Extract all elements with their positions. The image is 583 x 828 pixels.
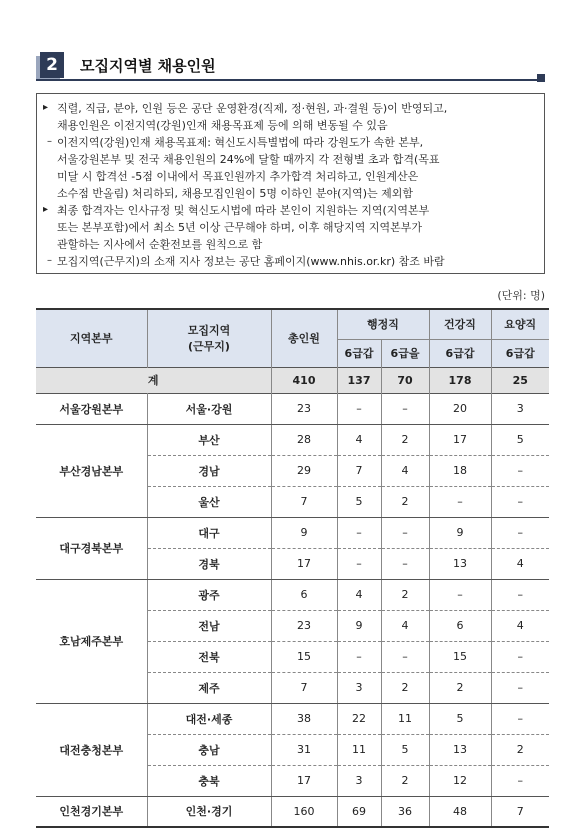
total-cell: 410	[271, 367, 337, 393]
location-cell: 전남	[147, 610, 271, 641]
table-row	[36, 796, 549, 827]
header-admin-6a: 6급갑	[337, 339, 381, 367]
recruitment-table	[36, 308, 549, 828]
location-cell: 제주	[147, 672, 271, 703]
count-cell: 22	[337, 703, 381, 734]
total-admin-6a: 137	[337, 367, 381, 393]
count-cell: 36	[381, 796, 429, 827]
total-row	[36, 367, 549, 393]
count-cell: 29	[271, 455, 337, 486]
table-row	[36, 424, 549, 455]
count-cell: –	[337, 641, 381, 672]
count-cell: 9	[271, 517, 337, 548]
count-cell: –	[429, 579, 491, 610]
notice-line: 최종 합격자는 인사규정 및 혁신도시법에 따라 본인이 지원하는 지역(지역본부	[57, 204, 430, 217]
count-cell: 2	[381, 765, 429, 796]
header-location	[147, 309, 271, 367]
location-cell: 인천·경기	[147, 796, 271, 827]
region-hq-cell: 부산경남본부	[36, 424, 147, 517]
count-cell: 4	[491, 610, 549, 641]
header-admin: 행정직	[337, 309, 429, 339]
count-cell: 18	[429, 455, 491, 486]
header-admin-6b: 6급을	[381, 339, 429, 367]
section-underline	[36, 79, 541, 81]
location-cell: 대구	[147, 517, 271, 548]
notice-line: 채용인원은 이전지역(강원)인재 채용목표제 등에 의해 변동될 수 있음	[57, 119, 388, 132]
count-cell: 17	[271, 765, 337, 796]
notice-bullet-icon: ▸	[43, 204, 49, 215]
header-care: 요양직	[491, 309, 549, 339]
header-location-line1: 모집지역	[187, 324, 231, 338]
count-cell: 20	[429, 393, 491, 424]
header-health-6a: 6급갑	[429, 339, 491, 367]
count-cell: 4	[337, 579, 381, 610]
count-cell: 5	[429, 703, 491, 734]
count-cell: –	[491, 517, 549, 548]
count-cell: 7	[271, 672, 337, 703]
count-cell: 4	[337, 424, 381, 455]
section-title: 모집지역별 채용인원	[80, 57, 216, 75]
notice-line: 이전지역(강원)인재 채용목표제: 혁신도시특별법에 따라 강원도가 속한 본부,	[57, 136, 424, 149]
count-cell: –	[491, 672, 549, 703]
count-cell: 4	[381, 610, 429, 641]
notice-line: 관할하는 지사에서 순환전보를 원칙으로 함	[57, 238, 263, 251]
total-health-6a: 178	[429, 367, 491, 393]
notice-bullet-icon: ▸	[43, 102, 49, 113]
count-cell: 17	[429, 424, 491, 455]
count-cell: –	[381, 548, 429, 579]
count-cell: 13	[429, 548, 491, 579]
count-cell: 23	[271, 610, 337, 641]
count-cell: 13	[429, 734, 491, 765]
count-cell: 5	[491, 424, 549, 455]
count-cell: 31	[271, 734, 337, 765]
notice-bullet-icon: –	[47, 136, 52, 147]
count-cell: 69	[337, 796, 381, 827]
count-cell: –	[491, 765, 549, 796]
count-cell: 7	[337, 455, 381, 486]
count-cell: 4	[491, 548, 549, 579]
region-hq-cell: 호남제주본부	[36, 579, 147, 703]
count-cell: 2	[381, 486, 429, 517]
location-cell: 울산	[147, 486, 271, 517]
notice-line: 모집지역(근무지)의 소재 지사 정보는 공단 홈페이지(www.nhis.or.kr) 참조 바람	[57, 255, 445, 268]
region-hq-cell: 대구경북본부	[36, 517, 147, 579]
count-cell: 3	[337, 765, 381, 796]
count-cell: 2	[429, 672, 491, 703]
count-cell: 4	[381, 455, 429, 486]
count-cell: 12	[429, 765, 491, 796]
table-row	[36, 517, 549, 548]
region-hq-cell: 대전충청본부	[36, 703, 147, 796]
location-cell: 부산	[147, 424, 271, 455]
count-cell: –	[491, 641, 549, 672]
notice-line: 서울강원본부 및 전국 채용인원의 24%에 달할 때까지 각 전형별 초과 합격(목표	[57, 153, 440, 166]
notice-line: 소수점 반올림) 처리하되, 채용모집인원이 5명 이하인 분야(지역)는 제외함	[57, 187, 413, 200]
section-header	[36, 52, 547, 80]
count-cell: 3	[491, 393, 549, 424]
count-cell: –	[491, 703, 549, 734]
table-row	[36, 703, 549, 734]
count-cell: 17	[271, 548, 337, 579]
location-cell: 충북	[147, 765, 271, 796]
count-cell: 2	[381, 672, 429, 703]
count-cell: 15	[429, 641, 491, 672]
count-cell: 48	[429, 796, 491, 827]
location-cell: 광주	[147, 579, 271, 610]
table-row	[36, 393, 549, 424]
count-cell: 15	[271, 641, 337, 672]
count-cell: –	[491, 486, 549, 517]
count-cell: –	[381, 393, 429, 424]
total-label: 계	[36, 367, 271, 393]
count-cell: 9	[337, 610, 381, 641]
count-cell: 28	[271, 424, 337, 455]
location-cell: 서울·강원	[147, 393, 271, 424]
header-total: 총인원	[271, 309, 337, 367]
section-corner-mark	[537, 74, 545, 82]
notice-line: 직렬, 직급, 분야, 인원 등은 공단 운영환경(직제, 정·현원, 과·결원 등)이 반영되고,	[57, 102, 448, 115]
count-cell: 7	[271, 486, 337, 517]
location-cell: 대전·세종	[147, 703, 271, 734]
count-cell: –	[491, 579, 549, 610]
count-cell: 5	[381, 734, 429, 765]
notice-line: 또는 본부포함)에서 최소 5년 이상 근무해야 하며, 이후 해당지역 지역본부가	[57, 221, 423, 234]
count-cell: 11	[337, 734, 381, 765]
notice-box	[36, 93, 545, 274]
count-cell: 5	[337, 486, 381, 517]
count-cell: 160	[271, 796, 337, 827]
region-hq-cell: 서울강원본부	[36, 393, 147, 424]
count-cell: 2	[491, 734, 549, 765]
count-cell: –	[381, 641, 429, 672]
count-cell: –	[381, 517, 429, 548]
count-cell: –	[337, 517, 381, 548]
count-cell: 7	[491, 796, 549, 827]
count-cell: 38	[271, 703, 337, 734]
total-care-6a: 25	[491, 367, 549, 393]
section-number: 2	[40, 52, 64, 78]
count-cell: –	[337, 393, 381, 424]
table-row	[36, 579, 549, 610]
location-cell: 경남	[147, 455, 271, 486]
count-cell: –	[491, 455, 549, 486]
location-cell: 충남	[147, 734, 271, 765]
count-cell: 23	[271, 393, 337, 424]
count-cell: 6	[429, 610, 491, 641]
unit-label: (단위: 명)	[497, 289, 545, 302]
count-cell: 9	[429, 517, 491, 548]
header-care-6a: 6급갑	[491, 339, 549, 367]
notice-bullet-icon: –	[47, 255, 52, 266]
header-location-line2: (근무지)	[188, 340, 230, 354]
header-health: 건강직	[429, 309, 491, 339]
count-cell: 3	[337, 672, 381, 703]
count-cell: –	[429, 486, 491, 517]
header-region-hq: 지역본부	[69, 332, 113, 346]
count-cell: 6	[271, 579, 337, 610]
count-cell: 2	[381, 579, 429, 610]
count-cell: –	[337, 548, 381, 579]
region-hq-cell: 인천경기본부	[36, 796, 147, 827]
notice-line: 미달 시 합격선 -5점 이내에서 목표인원까지 추가합격 처리하고, 인원계산은	[57, 170, 419, 183]
total-admin-6b: 70	[381, 367, 429, 393]
location-cell: 전북	[147, 641, 271, 672]
location-cell: 경북	[147, 548, 271, 579]
count-cell: 2	[381, 424, 429, 455]
count-cell: 11	[381, 703, 429, 734]
